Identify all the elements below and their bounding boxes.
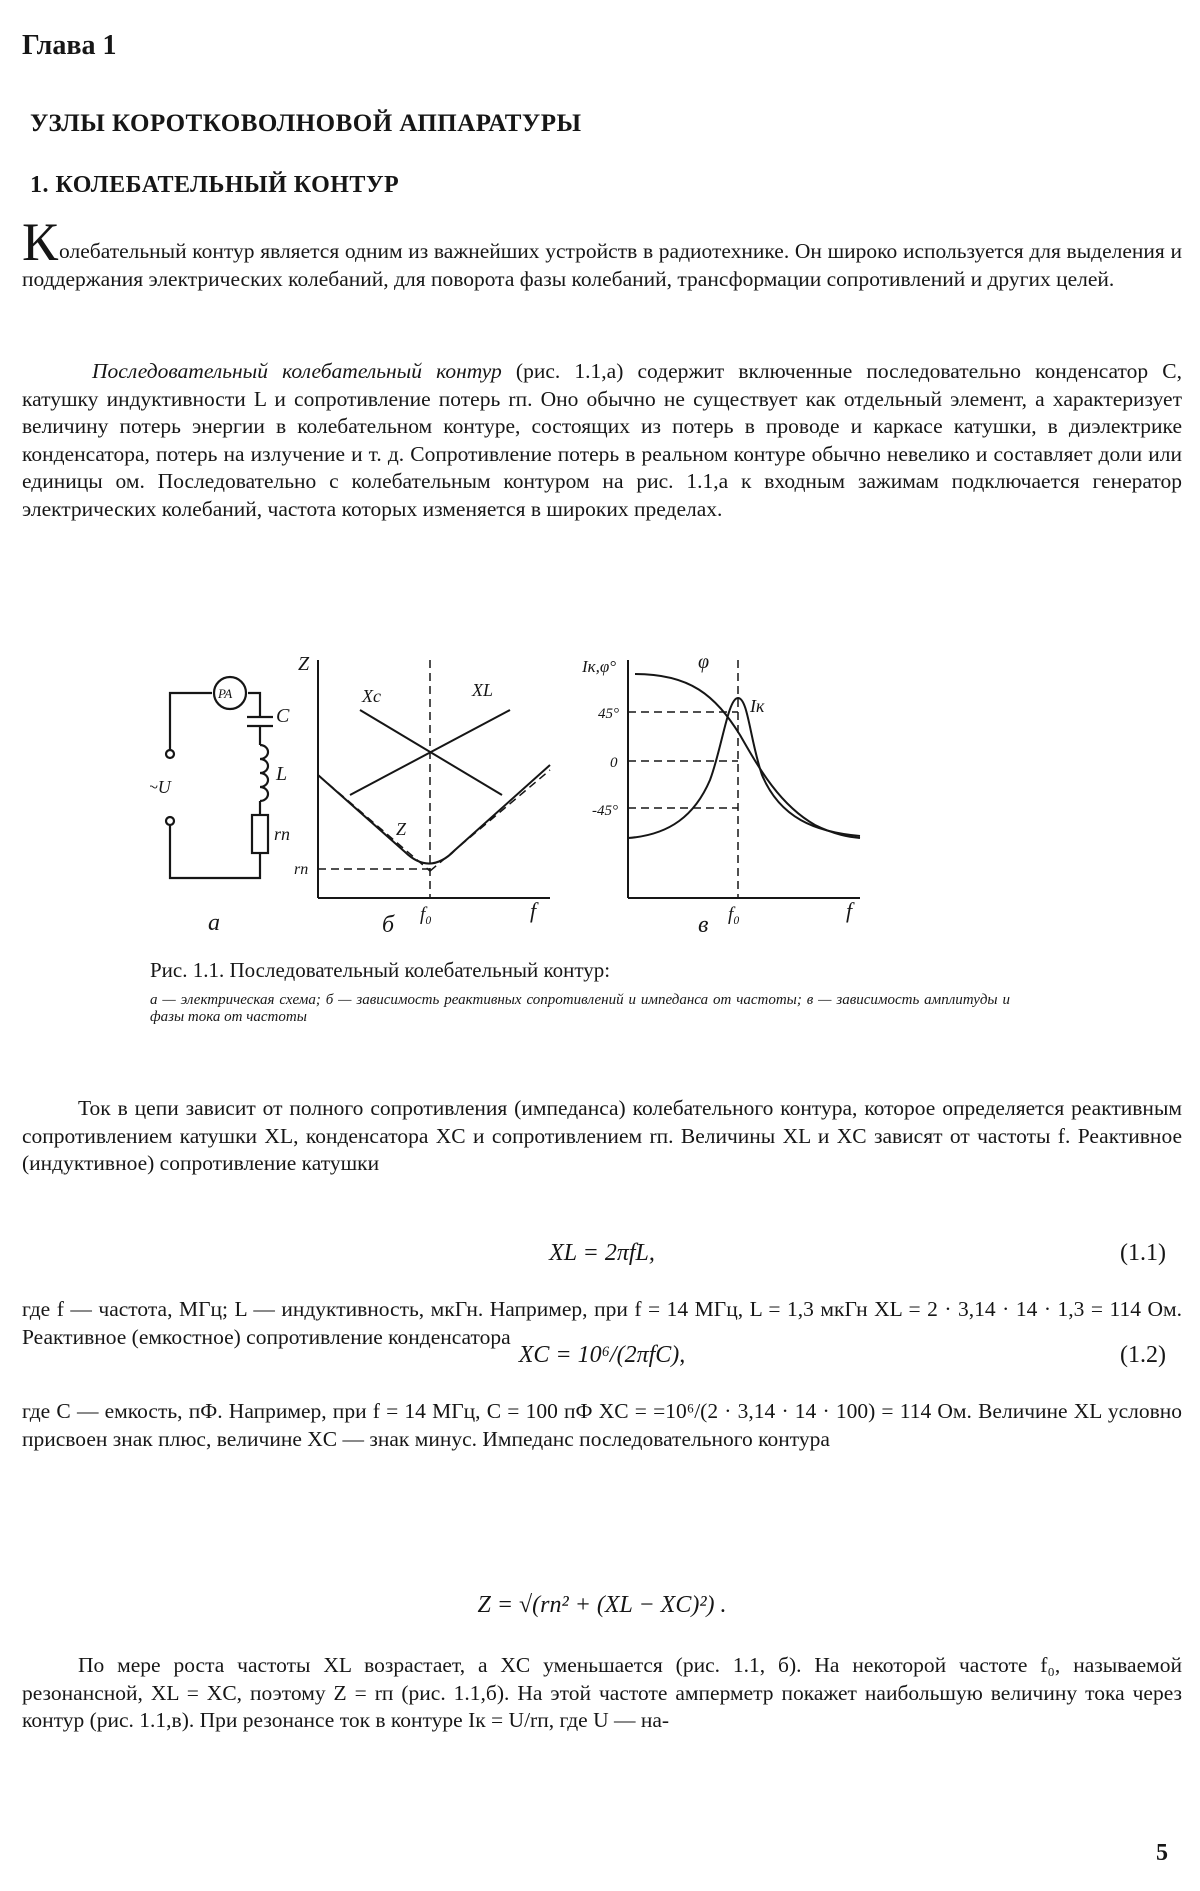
- plot-c-tick-0: 0: [610, 755, 618, 771]
- term-series-circuit: Последовательный колебательный контур: [92, 359, 502, 383]
- plot-c-f0-label: f₀: [728, 904, 740, 925]
- inductor-coil: [260, 745, 268, 801]
- wire-top-left: [170, 693, 212, 750]
- figure-graphic: [150, 640, 1050, 1000]
- paragraph-resonance: По мере роста частоты XL возрастает, а XC уменьшается (рис. 1.1, б). На некоторой частоте f₀, называемой резонансной, XL = XC, поэтому Z = rп (рис. 1.1,б). На этой частоте амперметр покажет наибольшую величину тока через контур (рис. 1.1,в). При резонансе ток в контуре Iк = U/rп, где U — на-: [22, 1653, 1182, 1732]
- paragraph-capacitive-example: где C — емкость, пФ. Например, при f = 14 МГц, C = 100 пФ XC = =10⁶/(2 · 3,14 · 14 · 100) = 114 Ом. Величине XL условно присвоен знак плюс, величине XC — знак минус. Импеданс последовательного контура: [22, 1399, 1182, 1451]
- terminal-top: [166, 750, 174, 758]
- terminal-bottom: [166, 817, 174, 825]
- equation-1-1-number: (1.1): [1120, 1240, 1166, 1266]
- figure-1-1: [150, 640, 1050, 1000]
- source-label: ~U: [150, 777, 171, 797]
- inductor-label: L: [276, 763, 288, 785]
- plot-c-x-label: f: [846, 898, 853, 923]
- plot-c-phase-curve: [635, 674, 860, 838]
- plot-c-ik-label: Iк: [750, 696, 765, 716]
- plot-b-y-label: Z: [298, 653, 310, 675]
- resistor-body: [252, 815, 268, 853]
- plot-b: [318, 660, 550, 898]
- plot-c-phi-label: φ: [698, 651, 710, 673]
- plot-c-labels: [581, 651, 855, 938]
- ammeter-label: PA: [218, 686, 233, 701]
- equation-1-2-formula: XC = 10⁶/(2πfC),: [518, 1342, 686, 1368]
- resistor-label: rп: [274, 824, 291, 844]
- drop-cap: К: [22, 212, 59, 272]
- paragraph-intro-text: олебательный контур является одним из важнейших устройств в радиотехнике. Он широко используется для выделения и поддержания электрических колебаний, для поворота фазы колебаний, трансформации сопротивлений и других целей.: [22, 239, 1182, 291]
- equation-1-2-number: (1.2): [1120, 1342, 1166, 1368]
- panel-b-label: б: [382, 912, 395, 938]
- plot-c-tick-45: 45°: [598, 706, 619, 722]
- equation-1-1-formula: XL = 2πfL,: [549, 1240, 655, 1266]
- equation-impedance-formula: Z = √(rп² + (XL − XC)²) .: [477, 1592, 727, 1618]
- figure-caption: Рис. 1.1. Последовательный колебательный контур:: [150, 958, 611, 982]
- panel-a-label: а: [208, 910, 220, 936]
- part-title: УЗЛЫ КОРОТКОВОЛНОВОЙ АППАРАТУРЫ: [30, 110, 582, 137]
- page-number: 5: [1156, 1840, 1168, 1866]
- paragraph-impedance: Ток в цепи зависит от полного сопротивления (импеданса) колебательного контура, которое определяется реактивным сопротивлением катушки XL, конденсатора XC и сопротивлением rп. Величины XL и XC зависят от частоты f. Реактивное (индуктивное) сопротивление катушки: [22, 1096, 1182, 1175]
- plot-c: [628, 660, 860, 898]
- paragraph-intro: [22, 212, 1182, 293]
- figure-description: а — электрическая схема; б — зависимость реактивных сопротивлений и импеданса от частоты; в — зависимость амплитуды и фазы тока от частоты: [150, 992, 1010, 1025]
- panel-c-label: в: [698, 912, 709, 938]
- wire-top-right: [248, 693, 260, 716]
- plot-b-labels: [294, 653, 539, 938]
- plot-b-xc-label: Xc: [362, 686, 381, 706]
- plot-b-z-label: Z: [396, 819, 407, 839]
- plot-c-y-label: Iк,φ°: [582, 657, 617, 676]
- plot-b-xl-label: XL: [472, 680, 494, 700]
- wire-bottom: [170, 825, 260, 878]
- plot-b-f0-label: f₀: [420, 904, 432, 925]
- paragraph-inductive-example: где f — частота, МГц; L — индуктивность, мкГн. Например, при f = 14 МГц, L = 1,3 мкГн XL = 2 · 3,14 · 14 · 1,3 = 114 Ом. Реактивное (емкостное) сопротивление конденсатора: [22, 1297, 1182, 1349]
- plot-c-tick-m45: -45°: [592, 803, 618, 819]
- schematic-a: [166, 677, 273, 878]
- capacitor-label: C: [276, 705, 290, 727]
- paragraph-series-circuit-text: (рис. 1.1,а) содержит включенные последовательно конденсатор C, катушку индуктивности L и сопротивление потерь rп. Оно обычно не существует как отдельный элемент, а характеризует величину потерь энергии в колебательном контуре, состоящих из потерь в проводе и каркасе катушки, в диэлектрике конденсатора, потерь на излучение и т. д. Сопротивление потерь в реальном контуре обычно невелико и составляет доли или единицы ом. Последовательно с колебательным контуром на рис. 1.1,а к входным зажимам подключается генератор электрических колебаний, частота которых изменяется в широких пределах.: [22, 359, 1182, 521]
- plot-b-z-curve: [318, 765, 550, 864]
- plot-c-current-curve: [628, 698, 860, 838]
- plot-b-x-label: f: [530, 898, 537, 923]
- paragraph-series-circuit: [22, 358, 1182, 523]
- chapter-heading: Глава 1: [22, 30, 117, 61]
- plot-b-rp-label: rп: [294, 861, 309, 878]
- section-title: 1. КОЛЕБАТЕЛЬНЫЙ КОНТУР: [30, 172, 400, 198]
